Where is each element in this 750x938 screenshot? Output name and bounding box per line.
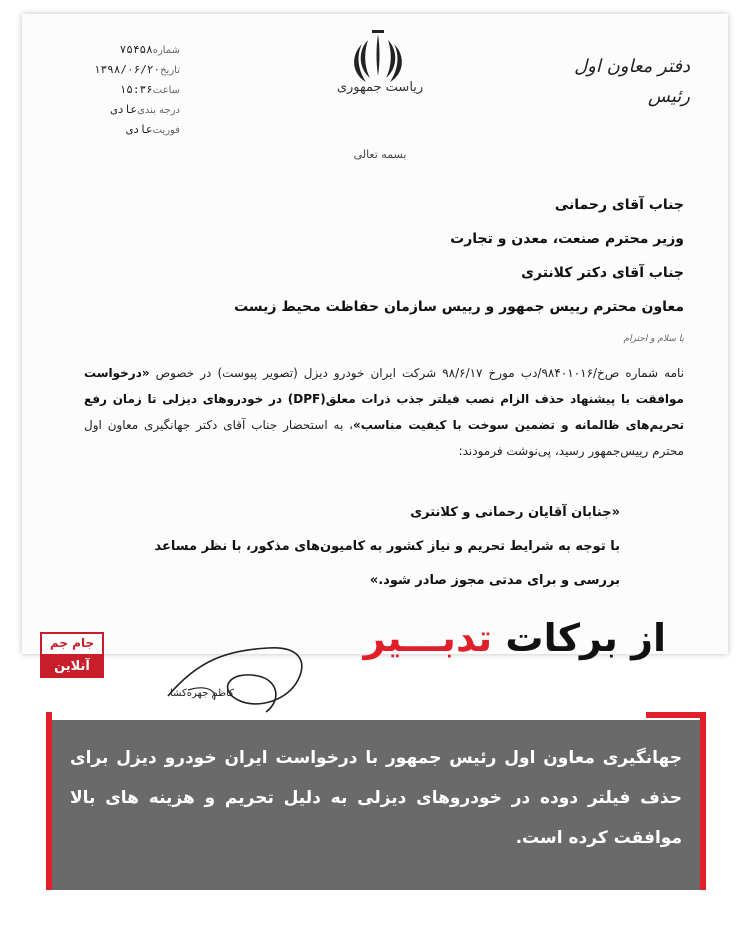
recipients — [224, 188, 684, 324]
letter-body-subject: «درخواست موافقت با پیشنهاد حذف الزام نصب فیلتر جذب ذرات معلق(DPF) در خودروهای دیزلی تا زمان رفع تحریم‌های ظالمانه و تضمین سوخت با کیفیت مناسب» — [84, 366, 684, 432]
recipient-line: وزیر محترم صنعت، معدن و تجارت — [450, 231, 684, 247]
meta-time: ساعت۱۵:۳۶ — [119, 83, 180, 96]
headline-accent: تدبـــیر — [363, 616, 493, 660]
meta-date: تاریخ۱۳۹۸/۰۶/۲۰ — [93, 63, 180, 76]
logo-bottom-text: آنلاین — [40, 656, 104, 678]
handwritten-greeting: با سلام و احترام — [623, 334, 684, 344]
emblem-caption: ریاست جمهوری — [336, 80, 424, 95]
office-heading: دفتر معاون اول رئیس — [574, 56, 690, 107]
letter-body: نامه شماره ص‌خ/۹۸۴۰۱۰۱۶/دب مورخ ۹۸/۶/۱۷ شرکت ایران خودرو دیزل (تصویر پیوست) در خصوص «درخواست موافقت با پیشنهاد حذف الزام نصب فیلتر جذب ذرات معلق(DPF) در خودروهای دیزلی تا زمان رفع تحریم‌های ظالمانه و تضمین سوخت با کیفیت مناسب»، به استحضار جناب آقای دکتر جهانگیری معاون اول محترم رییس‌جمهور رسید، پی‌نوشت فرمودند: — [84, 366, 684, 458]
vp-directive: «جنابان آقایان رحمانی و کلانتری با توجه به شرایط تحریم و نیاز کشور به کامیون‌های مذکور، با نظر مساعد بررسی و برای مدتی مجوز صادر شود.» — [154, 505, 620, 588]
jamejam-online-logo — [40, 632, 104, 678]
logo-top-text: جام جم — [40, 632, 104, 656]
meta-urgency: فوریتعادی — [126, 123, 180, 136]
headline-prefix: از برکات — [505, 616, 666, 660]
headline — [364, 616, 666, 660]
letter-meta — [70, 40, 180, 140]
recipient-line: جناب آقای رحمانی — [554, 197, 684, 213]
signature-name: کاظم جهره‌کشا — [170, 688, 234, 699]
caption-text: جهانگیری معاون اول رئیس جمهور با درخواست ایران خودرو دیزل برای حذف فیلتر دوده در خودروهای دیزلی به دلیل تحریم و هزینه های بالا موافقت کرده است. — [70, 748, 682, 848]
bismillah: بسمه تعالی — [353, 148, 407, 161]
recipient-line: معاون محترم رییس جمهور و رییس سازمان حفاظت محیط زیست — [234, 299, 684, 315]
recipient-line: جناب آقای دکتر کلانتری — [521, 265, 684, 281]
meta-number: شماره۷۵۴۵۸ — [119, 43, 180, 56]
meta-classification: درجه بندیعادی — [110, 103, 180, 116]
caption-corner-right — [700, 712, 706, 890]
caption-corner-top-right — [646, 712, 706, 718]
signature-scribble-icon — [158, 640, 318, 720]
